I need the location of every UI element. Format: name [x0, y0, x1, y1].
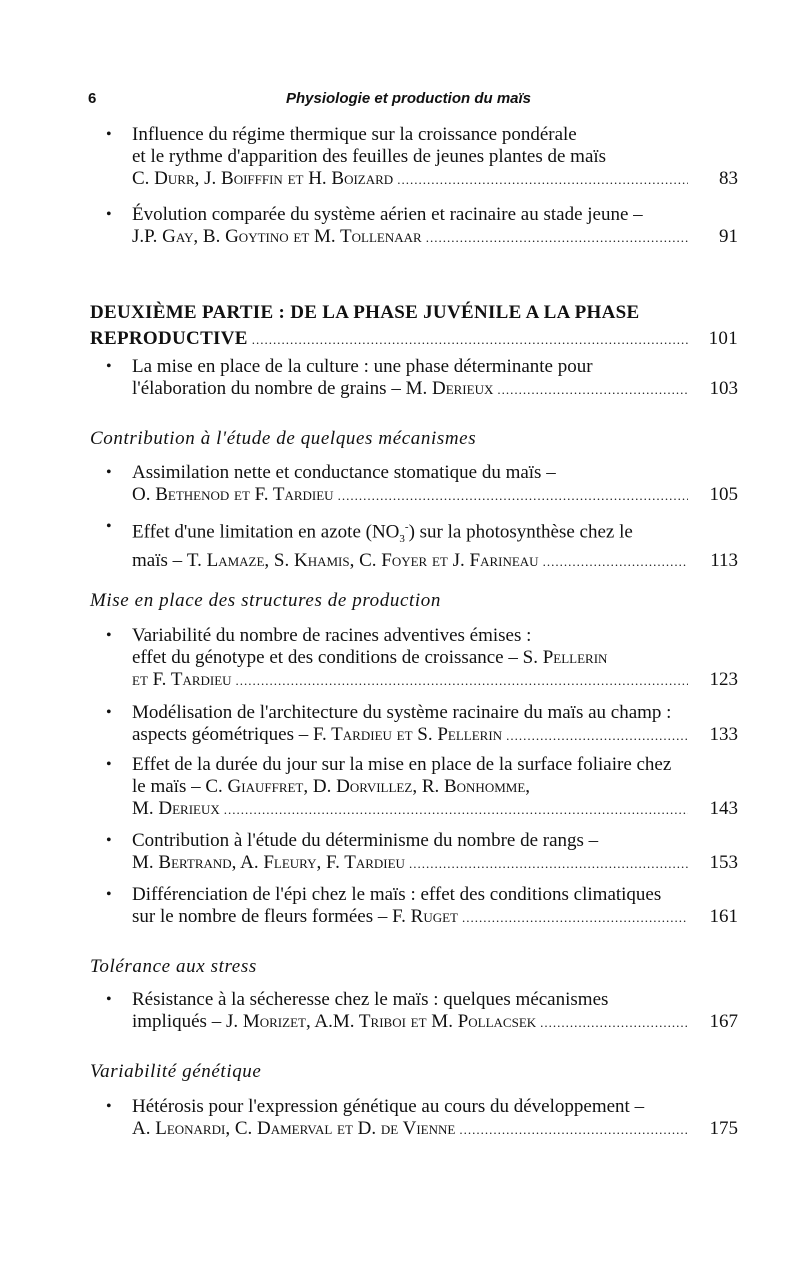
dot-leader	[252, 327, 688, 353]
entry-authors: J. Morizet, A.M. Triboi et M. Pollacsek	[225, 1011, 537, 1032]
entry-authors: O. Bethenod et F. Tardieu	[132, 484, 334, 505]
entry-page: 91	[719, 226, 738, 247]
bullet-icon: •	[106, 756, 112, 773]
entry-page: 153	[709, 852, 738, 873]
dot-leader	[459, 1119, 688, 1141]
entry-page: 103	[709, 378, 738, 399]
dot-leader	[462, 907, 688, 929]
bullet-icon: •	[106, 627, 112, 644]
bullet-icon: •	[106, 518, 112, 535]
section-heading: Variabilité génétique	[90, 1061, 262, 1082]
toc-entry[interactable]: • Variabilité du nombre de racines adventives émises : effet du génotype et des conditions de croissance – S. Pellerin et F. Tardieu ..... 123	[112, 625, 738, 692]
dot-leader	[543, 551, 688, 573]
entry-authors: et F. Tardieu	[132, 669, 232, 690]
entry-authors: J.P. Gay, B. Goytino et M. Tollenaar	[132, 226, 422, 247]
entry-authors: T. Lamaze, S. Khamis, C. Foyer et J. Farineau	[186, 550, 539, 572]
bullet-icon: •	[106, 358, 112, 375]
toc-entry[interactable]: • Hétérosis pour l'expression génétique au cours du développement – A. Leonardi, C. Damerval et D. de Vienne ..... 175	[112, 1096, 738, 1141]
entry-authors: F. Tardieu et S. Pellerin	[312, 724, 503, 745]
entry-page: 113	[710, 550, 738, 572]
dot-leader	[497, 379, 688, 401]
bullet-icon: •	[106, 464, 112, 481]
dot-leader	[540, 1012, 688, 1034]
dot-leader	[224, 799, 688, 821]
toc-entry[interactable]: • La mise en place de la culture : une phase déterminante pour l'élaboration du nombre de grains – M. Derieux ..... 103	[112, 356, 738, 401]
entry-authors: M. Bertrand, A. Fleury, F. Tardieu	[132, 852, 405, 873]
entry-authors: F. Ruget	[392, 906, 458, 927]
entry-page: 105	[709, 484, 738, 505]
bullet-icon: •	[106, 704, 112, 721]
section-heading: Tolérance aux stress	[90, 956, 257, 977]
entry-page: 133	[709, 724, 738, 745]
toc-entry[interactable]: • Contribution à l'étude du déterminisme du nombre de rangs – M. Bertrand, A. Fleury, F. Tardieu ..... 153	[112, 830, 738, 875]
entry-page: 123	[709, 669, 738, 690]
dot-leader	[397, 169, 688, 191]
part-heading[interactable]: DEUXIÈME PARTIE : DE LA PHASE JUVÉNILE A LA PHASE REPRODUCTIVE ..... 101	[90, 300, 738, 353]
toc-entry[interactable]: • Effet de la durée du jour sur la mise en place de la surface foliaire chez le maïs – C. Giauffret, D. Dorvillez, R. Bonhomme, M. Derieux ..... 143	[112, 754, 738, 821]
entry-authors: A. Leonardi, C. Damerval et D. de Vienne	[132, 1118, 456, 1139]
toc-entry[interactable]: • Assimilation nette et conductance stomatique du maïs – O. Bethenod et F. Tardieu ..... 105	[112, 462, 738, 507]
bullet-icon: •	[106, 886, 112, 903]
bullet-icon: •	[106, 991, 112, 1008]
entry-authors: M. Derieux	[132, 798, 220, 819]
entry-page: 167	[709, 1011, 738, 1032]
toc-entry[interactable]: • Résistance à la sécheresse chez le maïs : quelques mécanismes impliqués – J. Morizet, A.M. Triboi et M. Pollacsek ..... 167	[112, 989, 738, 1034]
entry-page: 175	[709, 1118, 738, 1139]
bullet-icon: •	[106, 1098, 112, 1115]
running-title: Physiologie et production du maïs	[286, 90, 532, 107]
section-heading: Contribution à l'étude de quelques mécanismes	[90, 428, 477, 449]
bullet-icon: •	[106, 832, 112, 849]
toc-entry[interactable]: • Évolution comparée du système aérien et racinaire au stade jeune – J.P. Gay, B. Goytino et M. Tollenaar ..... 91	[112, 204, 738, 249]
section-heading: Mise en place des structures de production	[90, 590, 441, 611]
toc-entry[interactable]: • Effet d'une limitation en azote $(NO_3^-)$ sur la photosynthèse chez le maïs – T. Lamaze, S. Khamis, C. Foyer et J. Farineau ..... 113	[112, 516, 738, 573]
toc-entry[interactable]: • Influence du régime thermique sur la croissance pondérale et le rythme d'apparition des feuilles de jeunes plantes de maïs C. Durr, J. Boifffin et H. Boizard ..... 83	[112, 124, 738, 191]
dot-leader	[426, 227, 688, 249]
entry-page: 143	[709, 798, 738, 819]
part-page: 101	[708, 328, 738, 349]
page-number: 6	[88, 90, 97, 107]
entry-authors: C. Durr, J. Boifffin et H. Boizard	[132, 168, 394, 189]
entry-page: 83	[719, 168, 738, 189]
toc-entry[interactable]: • Modélisation de l'architecture du système racinaire du maïs au champ : aspects géométriques – F. Tardieu et S. Pellerin ..... 133	[112, 702, 738, 747]
bullet-icon: •	[106, 126, 112, 143]
dot-leader	[236, 670, 688, 692]
dot-leader	[409, 853, 688, 875]
page-header	[88, 90, 708, 114]
entry-authors: Derieux	[431, 378, 494, 399]
toc-entry[interactable]: • Différenciation de l'épi chez le maïs : effet des conditions climatiques sur le nombre de fleurs formées – F. Ruget ..... 161	[112, 884, 738, 929]
dot-leader	[338, 485, 688, 507]
entry-page: 161	[709, 906, 738, 927]
dot-leader	[506, 725, 688, 747]
bullet-icon: •	[106, 206, 112, 223]
